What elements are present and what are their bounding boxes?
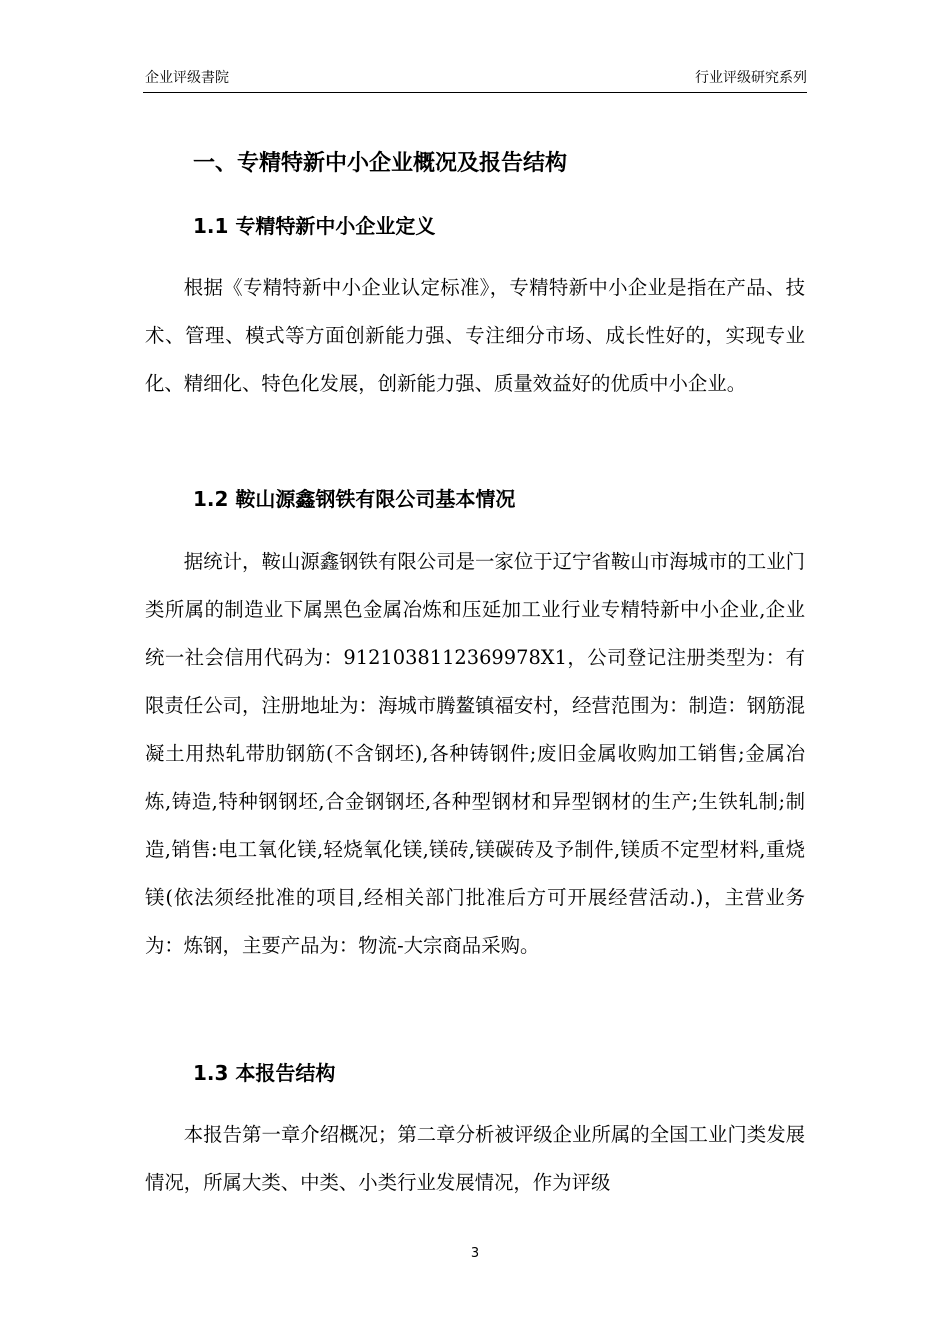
subsection-title-structure: 1.3 本报告结构 [193, 1061, 336, 1085]
paragraph-definition: 根据《专精特新中小企业认定标准》，专精特新中小企业是指在产品、技术、管理、模式等方面创新能力强、专注细分市场、成长性好的，实现专业化、精细化、特色化发展，创新能力强、质量效益好的优质中小企业。 [145, 276, 805, 395]
paragraph-structure: 本报告第一章介绍概况；第二章分析被评级企业所属的全国工业门类发展情况，所属大类、中类、小类行业发展情况，作为评级 [145, 1123, 805, 1194]
header-divider [143, 92, 807, 93]
paragraph-company: 据统计，鞍山源鑫钢铁有限公司是一家位于辽宁省鞍山市海城市的工业门类所属的制造业下属黑色金属冶炼和压延加工业行业专精特新中小企业,企业统一社会信用代码为：9121038112369978X1，公司登记注册类型为：有限责任公司，注册地址为：海城市腾鳌镇福安村，经营范围为：制造：钢筋混凝土用热轧带肋钢筋(不含钢坯),各种铸钢件;废旧金属收购加工销售;金属冶炼,铸造,特种钢钢坯,合金钢钢坯,各种型钢材和异型钢材的生产;生铁轧制;制造,销售:电工氧化镁,轻烧氧化镁,镁砖,镁碳砖及予制件,镁质不定型材料,重烧镁(依法须经批准的项目,经相关部门批准后方可开展经营活动.)，主营业务为：炼钢，主要产品为：物流-大宗商品采购。 [145, 550, 805, 957]
header-series: 行业评级研究系列 [695, 70, 807, 86]
page-number: 3 [470, 1246, 480, 1261]
header-publisher: 企业评级書院 [145, 70, 229, 86]
subsection-title-definition: 1.1 专精特新中小企业定义 [193, 214, 436, 238]
subsection-title-company: 1.2 鞍山源鑫钢铁有限公司基本情况 [193, 487, 516, 511]
section-title: 一、专精特新中小企业概况及报告结构 [193, 151, 568, 176]
